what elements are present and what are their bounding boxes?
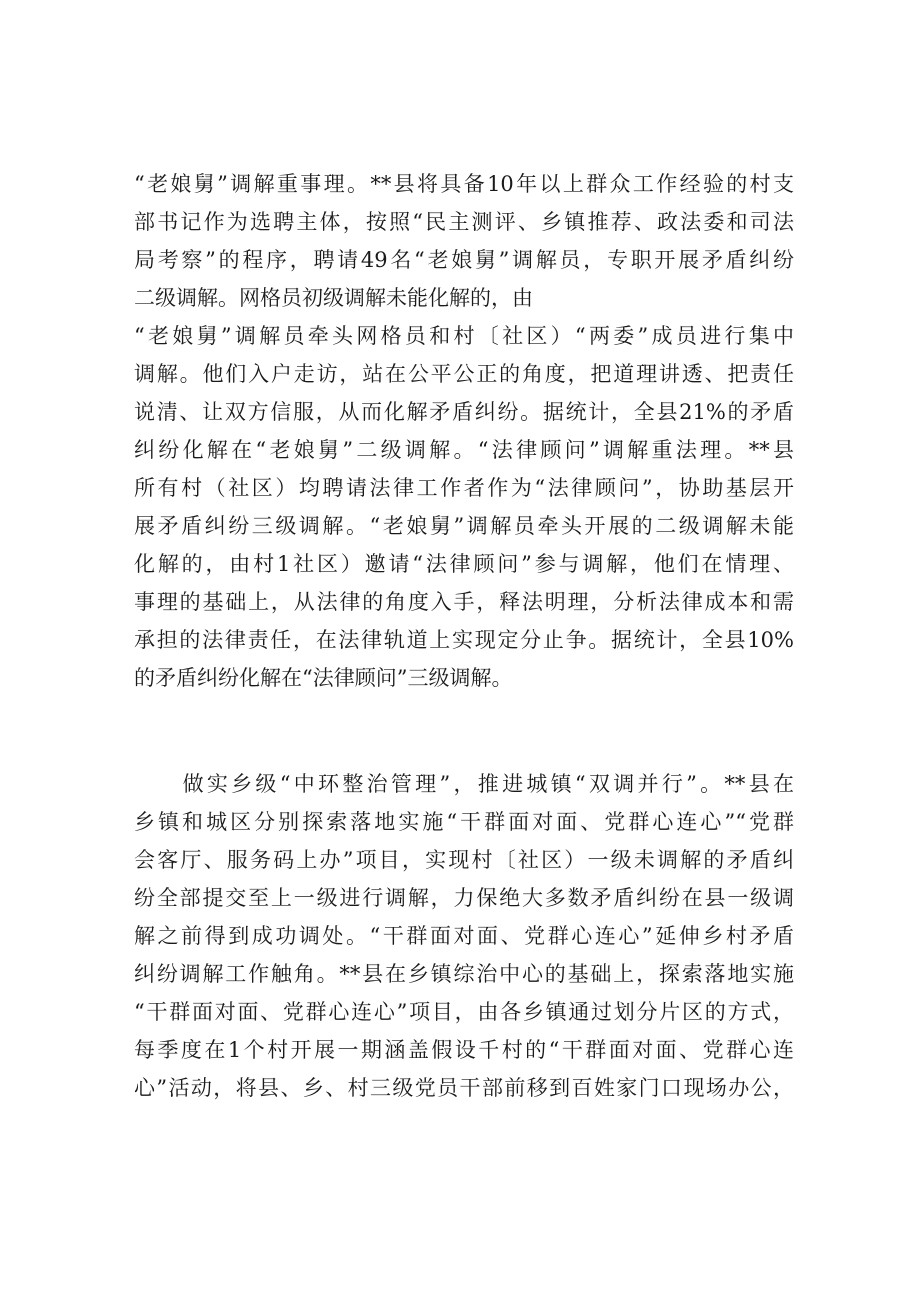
text-line: “干群面对面、党群心连心”项目，由各乡镇通过划分片区的方式， [134,1000,794,1024]
text-line: 调解。他们入户走访，站在公平公正的角度，把道理讲透、把责任 [134,362,794,386]
text-line: “老娘舅”调解重事理。**县将具备10年以上群众工作经验的村支 [134,172,794,196]
text-line: 局考察”的程序，聘请49名“老娘舅”调解员，专职开展矛盾纠纷 [134,248,794,272]
text-line: 事理的基础上，从法律的角度入手，释法明理，分析法律成本和需 [134,590,794,614]
text-line: 二级调解。网格员初级调解未能化解的，由 [134,286,533,310]
text-line: 每季度在1个村开展一期涵盖假设千村的“干群面对面、党群心连 [134,1038,794,1062]
text-line: 乡镇和城区分别探索落地实施“干群面对面、党群心连心”“党群 [134,810,794,834]
paragraph-mediation-levels [134,165,794,697]
text-line: 纷全部提交至上一级进行调解，力保绝大多数矛盾纠纷在县一级调 [134,886,794,910]
text-line: 承担的法律责任，在法律轨道上实现定分止争。据统计，全县10% [134,628,794,652]
text-line: 纠纷化解在“老娘舅”二级调解。“法律顾问”调解重法理。**县 [134,438,794,462]
paragraph-township-mediation [134,765,794,1107]
text-line: 解之前得到成功调处。“干群面对面、党群心连心”延伸乡村矛盾 [134,924,794,948]
text-line: 说清、让双方信服，从而化解矛盾纠纷。据统计，全县21%的矛盾 [134,400,794,424]
text-line: “老娘舅”调解员牵头网格员和村〔社区）“两委”成员进行集中 [134,324,794,348]
text-line: 化解的，由村1社区）邀请“法律顾问”参与调解，他们在情理、 [134,552,794,576]
text-line: 展矛盾纠纷三级调解。“老娘舅”调解员牵头开展的二级调解未能 [134,514,794,538]
text-line: 纠纷调解工作触角。**县在乡镇综治中心的基础上，探索落地实施 [134,962,794,986]
text-line: 会客厅、服务码上办”项目，实现村〔社区）一级未调解的矛盾纠 [134,848,794,872]
text-line: 做实乡级“中环整治管理”，推进城镇“双调并行”。**县在 [134,772,794,796]
text-line: 所有村（社区）均聘请法律工作者作为“法律顾问”，协助基层开 [134,476,794,500]
text-line: 心”活动，将县、乡、村三级党员干部前移到百姓家门口现场办公， [134,1076,794,1100]
text-line: 部书记作为选聘主体，按照“民主测评、乡镇推荐、政法委和司法 [134,210,794,234]
text-line: 的矛盾纠纷化解在“法律顾问”三级调解。 [134,666,513,690]
